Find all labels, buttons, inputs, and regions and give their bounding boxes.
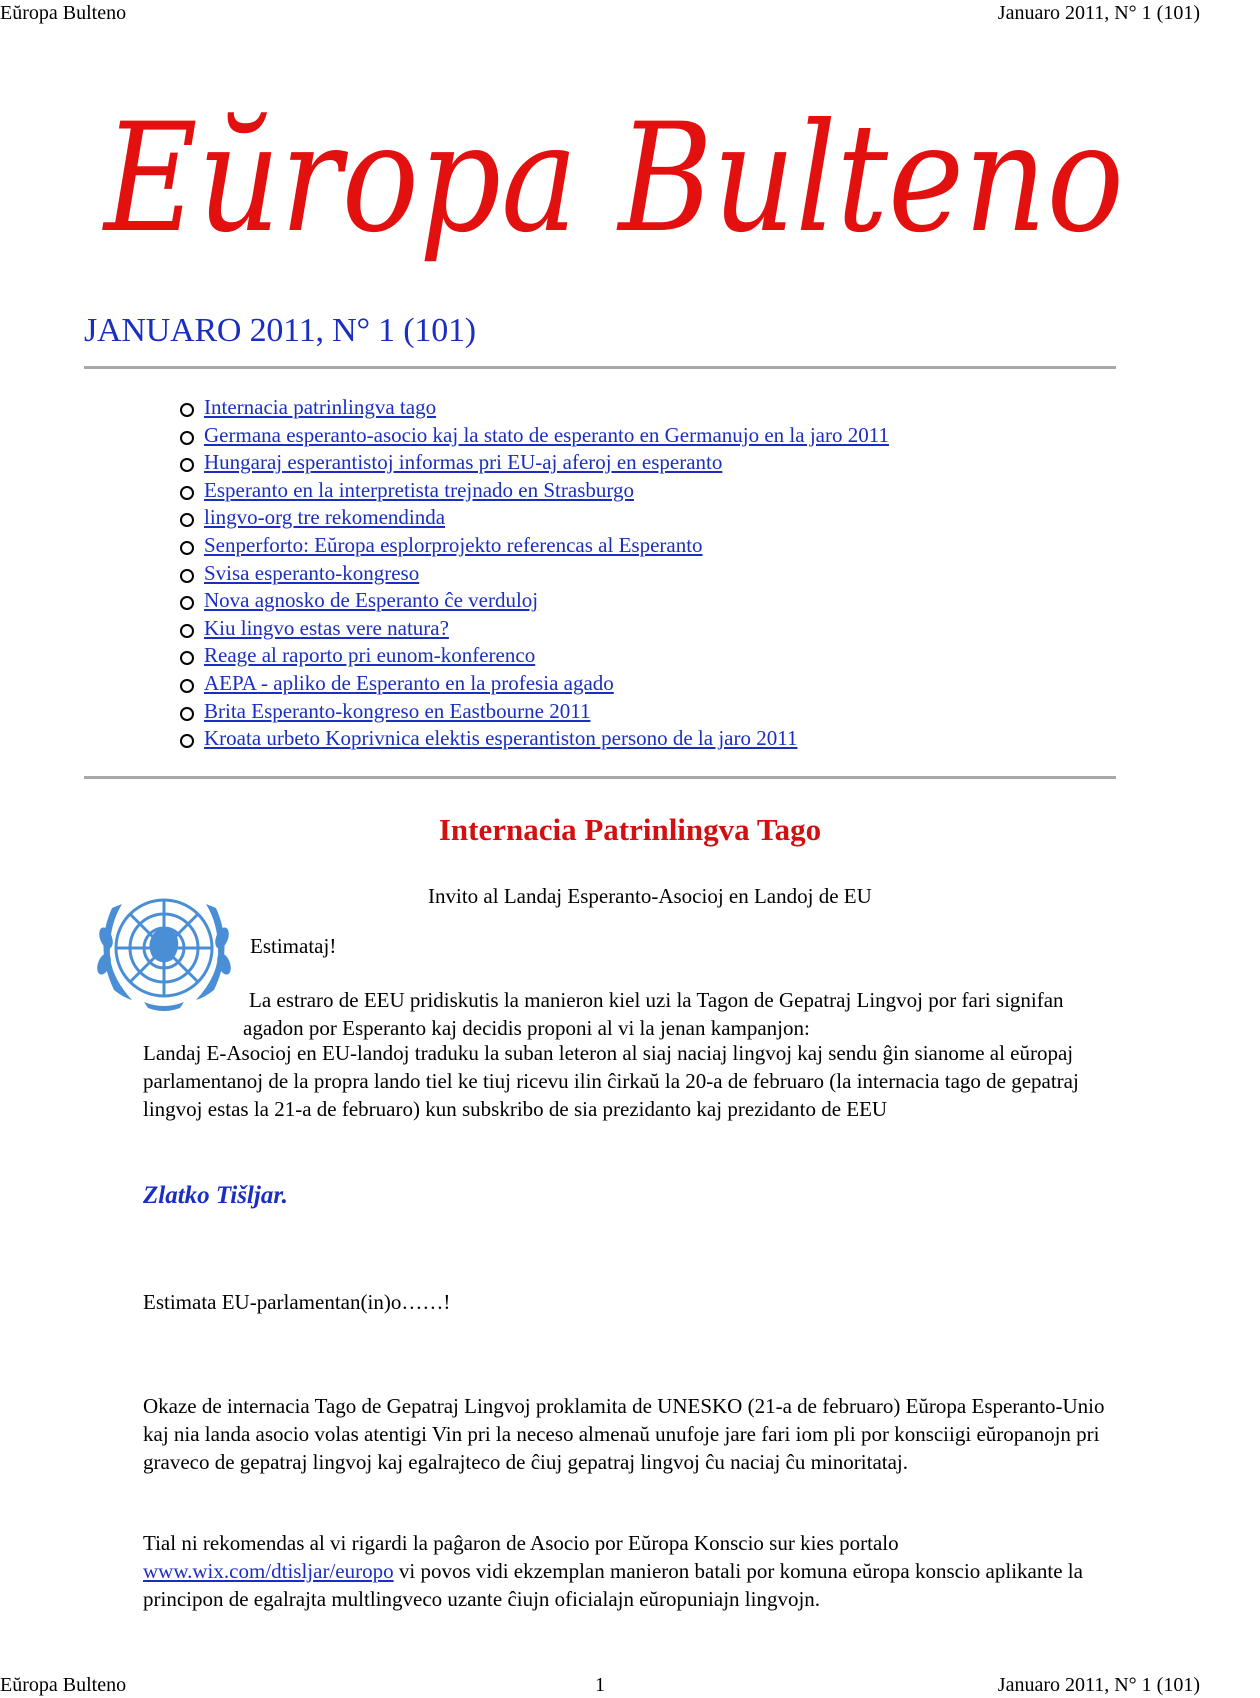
- toc-item: [178, 670, 889, 698]
- toc-link[interactable]: Internacia patrinlingva tago: [204, 395, 437, 419]
- issue-heading: JANUARO 2011, N° 1 (101): [84, 312, 476, 349]
- footer-left: Eŭropa Bulteno: [0, 1674, 127, 1696]
- masthead-title: Eŭropa Bulteno: [101, 92, 1124, 266]
- signature: Zlatko Tišljar.: [143, 1182, 288, 1209]
- toc-link[interactable]: Nova agnosko de Esperanto ĉe verduloj: [204, 588, 539, 613]
- toc-link[interactable]: lingvo-org tre rekomendinda: [204, 505, 446, 530]
- toc-item: [178, 560, 889, 588]
- toc-link[interactable]: Hungaraj esperantistoj informas pri EU-aj aferoj en esperanto: [204, 450, 723, 475]
- toc-link[interactable]: Esperanto en la interpretista trejnado en Strasburgo: [204, 477, 634, 502]
- paragraph: [143, 1529, 1123, 1613]
- table-of-contents: [178, 394, 889, 753]
- paragraph-text: vi povos vidi ekzemplan manieron batali por komuna eŭropa konscio aplikante la principon de egalrajta multlingveco uzante ĉiujn oficialajn eŭropuniajn lingvojn.: [143, 1559, 1083, 1611]
- header-left: Eŭropa Bulteno: [0, 2, 127, 24]
- toc-item: [178, 449, 889, 477]
- toc-link[interactable]: Kroata urbeto Koprivnica elektis esperantiston persono de la jaro 2011: [204, 726, 798, 751]
- page-number: 1: [595, 1674, 605, 1696]
- toc-link[interactable]: Reage al raporto pri eunom-konferenco: [204, 643, 536, 668]
- toc-link[interactable]: Kiu lingvo estas vere natura?: [204, 615, 449, 640]
- toc-link[interactable]: Svisa esperanto-kongreso: [204, 560, 420, 585]
- header-right: Januaro 2011, N° 1 (101): [997, 2, 1200, 24]
- toc-item: [178, 394, 889, 422]
- toc-item: [178, 422, 889, 450]
- running-header: [0, 2, 1200, 24]
- toc-link[interactable]: Senperforto: Eŭropa esplorprojekto referencas al Esperanto: [204, 532, 703, 557]
- footer-right: Januaro 2011, N° 1 (101): [997, 1674, 1200, 1696]
- toc-item: [178, 642, 889, 670]
- horizontal-rule: [84, 776, 1116, 779]
- masthead-logo: [100, 92, 1130, 272]
- toc-item: [178, 477, 889, 505]
- paragraph: La estraro de EEU pridiskutis la manieron kiel uzi la Tagon de Gepatraj Lingvoj por fari signifan agadon por Esperanto kaj decidis proponi al vi la jenan kampanjon:: [243, 988, 1064, 1040]
- toc-item: [178, 587, 889, 615]
- running-footer: [0, 1674, 1200, 1696]
- toc-item: [178, 615, 889, 643]
- salutation: Estimata EU-parlamentan(in)o……!: [143, 1290, 451, 1314]
- portal-link[interactable]: www.wix.com/dtisljar/europo: [143, 1559, 394, 1583]
- toc-item: [178, 504, 889, 532]
- toc-item: [178, 725, 889, 753]
- greeting: Estimataj!: [250, 934, 337, 958]
- toc-link[interactable]: Germana esperanto-asocio kaj la stato de esperanto en Germanujo en la jaro 2011: [204, 422, 889, 447]
- toc-link[interactable]: Brita Esperanto-kongreso en Eastbourne 2011: [204, 698, 591, 723]
- toc-link[interactable]: AEPA - apliko de Esperanto en la profesia agado: [204, 670, 614, 695]
- toc-item: [178, 532, 889, 560]
- horizontal-rule: [84, 366, 1116, 369]
- invitation-subtitle: Invito al Landaj Esperanto-Asocioj en Landoj de EU: [428, 884, 872, 908]
- paragraph: Okaze de internacia Tago de Gepatraj Lingvoj proklamita de UNESKO (21-a de februaro) Eŭropa Esperanto-Unio kaj nia landa asocio volas atentigi Vin pri la neceso almenaŭ unufoje jare fari iom pli por konsciigi eŭropanojn pri graveco de gepatraj lingvoj kaj egalrajteco de ĉiuj gepatraj lingvoj ĉu naciaj ĉu minoritataj.: [143, 1394, 1105, 1474]
- toc-item: [178, 698, 889, 726]
- paragraph: Landaj E-Asocioj en EU-landoj traduku la suban leteron al siaj naciaj lingvoj kaj sendu ĝin sianome al eŭropaj parlamentanoj de la propra lando tiel ke tiuj ricevu ilin ĉirkaŭ la 20-a de februaro (la internacia tago de gepatraj lingvoj estas la 21-a de februaro) kun subskribo de sia prezidanto kaj prezidanto de EEU: [143, 1041, 1079, 1121]
- un-emblem-icon: [84, 878, 244, 1018]
- article-title: Internacia Patrinlingva Tago: [438, 812, 822, 847]
- paragraph-text: Tial ni rekomendas al vi rigardi la paĝaron de Asocio por Eŭropa Konscio sur kies portalo: [143, 1531, 899, 1555]
